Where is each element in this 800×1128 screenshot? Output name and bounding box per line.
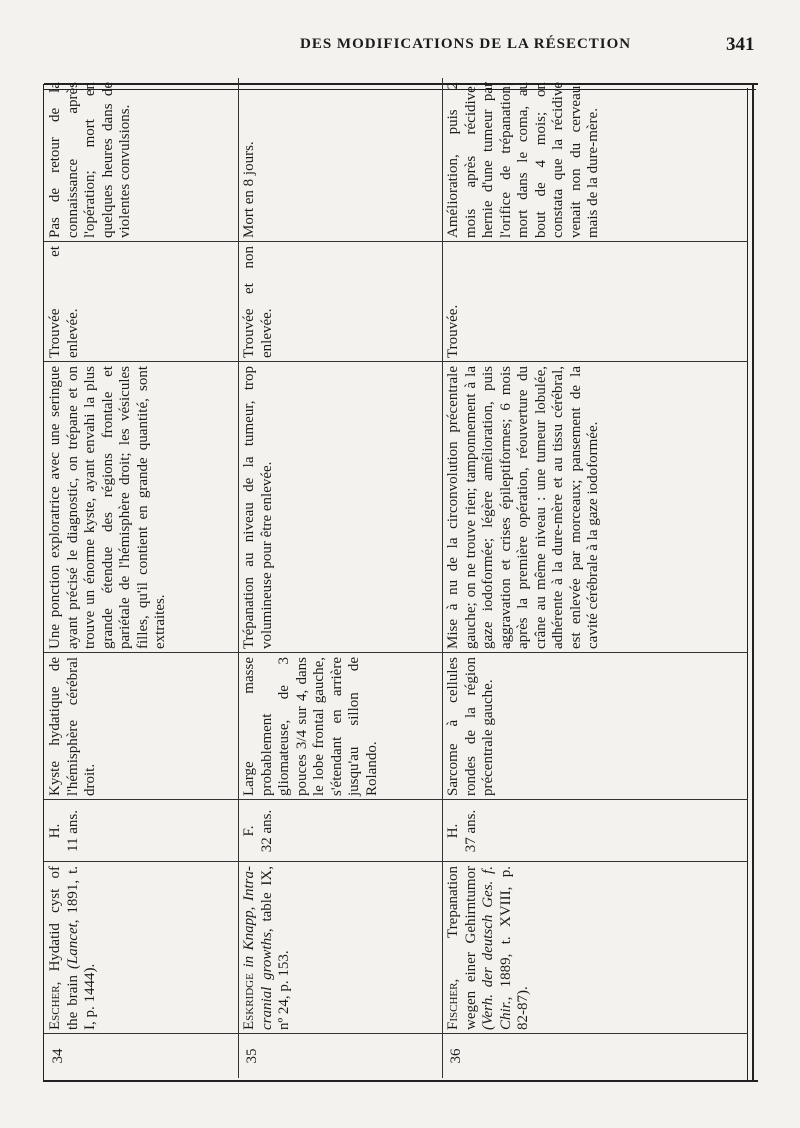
reference-journal: (Lancet [64, 923, 81, 970]
case-lesion: Large masse probablement gliomateuse, de 3 pouces 3/4 sur 4, dans le lobe frontal gauche, s'étendant en arrière jusqu'au sillon de Rolando. [241, 657, 380, 796]
table-right-rule [752, 84, 754, 1082]
case-age: 37 ans. [462, 809, 479, 853]
case-result: Mort en 8 jours. [241, 141, 257, 238]
case-result: Pas de retour de la connaissance après l'opération; mort en quelques heures dans de violentes convulsions. [47, 82, 133, 238]
case-lesion: Sarcome à cellules rondes de la région précentrale gauche. [445, 657, 496, 796]
case-sex-age [238, 800, 442, 862]
case-row [442, 78, 748, 1078]
case-tumor-status: Trouvée et enlevée. [47, 246, 81, 358]
case-reference [442, 862, 748, 1034]
reference-citation: , 1889, t. XVIII, p. 82-87). [497, 866, 531, 1030]
reference-title: in Knapp, [241, 906, 257, 974]
table-bottom-rule [44, 1080, 758, 1082]
reference-author: Fischer [445, 982, 461, 1030]
reference-citation: , table IX, nº 24, p. 153. [258, 866, 292, 1030]
case-sex-age [442, 800, 748, 862]
case-sex: H. [47, 823, 63, 839]
case-result: Amélioration, puis 2 mois après récidive; hernie d'une tumeur par l'orifice de trépanation; mort dans le coma, au bout de 4 mois; on constata que la récidive venait non du cerveau, mais de la dure-mère. [445, 82, 601, 238]
case-sex-age [44, 800, 238, 862]
reference-citation: , 1891, t. I, p. 1444). [64, 866, 98, 1030]
case-row [44, 78, 238, 1078]
reference-author: Eskridge [241, 973, 257, 1030]
running-head: DES MODIFICATIONS DE LA RÉSECTION [300, 36, 632, 52]
reference-title: , Hydatid cyst of the brain [47, 866, 81, 1030]
case-number: 35 [244, 1048, 260, 1064]
page-number: 341 [726, 34, 755, 55]
case-operation: Trépanation au niveau de la tumeur, trop volumineuse pour être enlevée. [241, 366, 275, 649]
case-number: 36 [448, 1048, 464, 1064]
case-tumor-status: Trouvée. [445, 304, 461, 358]
reference-journal: Intra-cranial growths [241, 866, 275, 1030]
rotated-case-table [44, 78, 748, 1078]
case-tumor-status: Trouvée et non enlevée. [241, 246, 275, 358]
reference-author: Escher [47, 985, 63, 1030]
case-sex: H. [445, 823, 461, 839]
case-sex: F. [241, 825, 257, 837]
case-number: 34 [50, 1048, 66, 1064]
case-reference [238, 862, 442, 1034]
reference-journal: (Verh. der deutsch Ges. f. Chir. [480, 866, 514, 1030]
case-lesion: Kyste hydatique de l'hémisphère cérébral droit. [47, 657, 98, 796]
reference-title: , Trepanation wegen einer Gehirntumor [445, 866, 479, 1030]
case-row [238, 78, 442, 1078]
case-operation: Une ponction exploratrice avec une seringue ayant précisé le diagnostic, on trépane et on trouve un énorme kyste, ayant envahi la plus grande étendue des régions frontale et pariétale de l'hémisphère droit; les vésicules filles, qu'il contient en grande quantité, sont extraites. [47, 366, 168, 649]
case-age: 32 ans. [258, 809, 275, 853]
case-age: 11 ans. [64, 810, 81, 852]
case-operation: Mise à nu de la circonvolution précentrale gauche; on ne trouve rien; tamponnement à la gaze iodoformée; légère amélioration, puis aggravation et crises épileptiformes; 6 mois après la première opération, réouverture du crâne au même niveau : une tumeur lobulée, adhérente à la dure-mère et au tissu cérébral, est enlevée par morceaux; pansement de la cavité cérébrale à la gaze iodoformée. [445, 366, 601, 649]
case-reference [44, 862, 238, 1034]
